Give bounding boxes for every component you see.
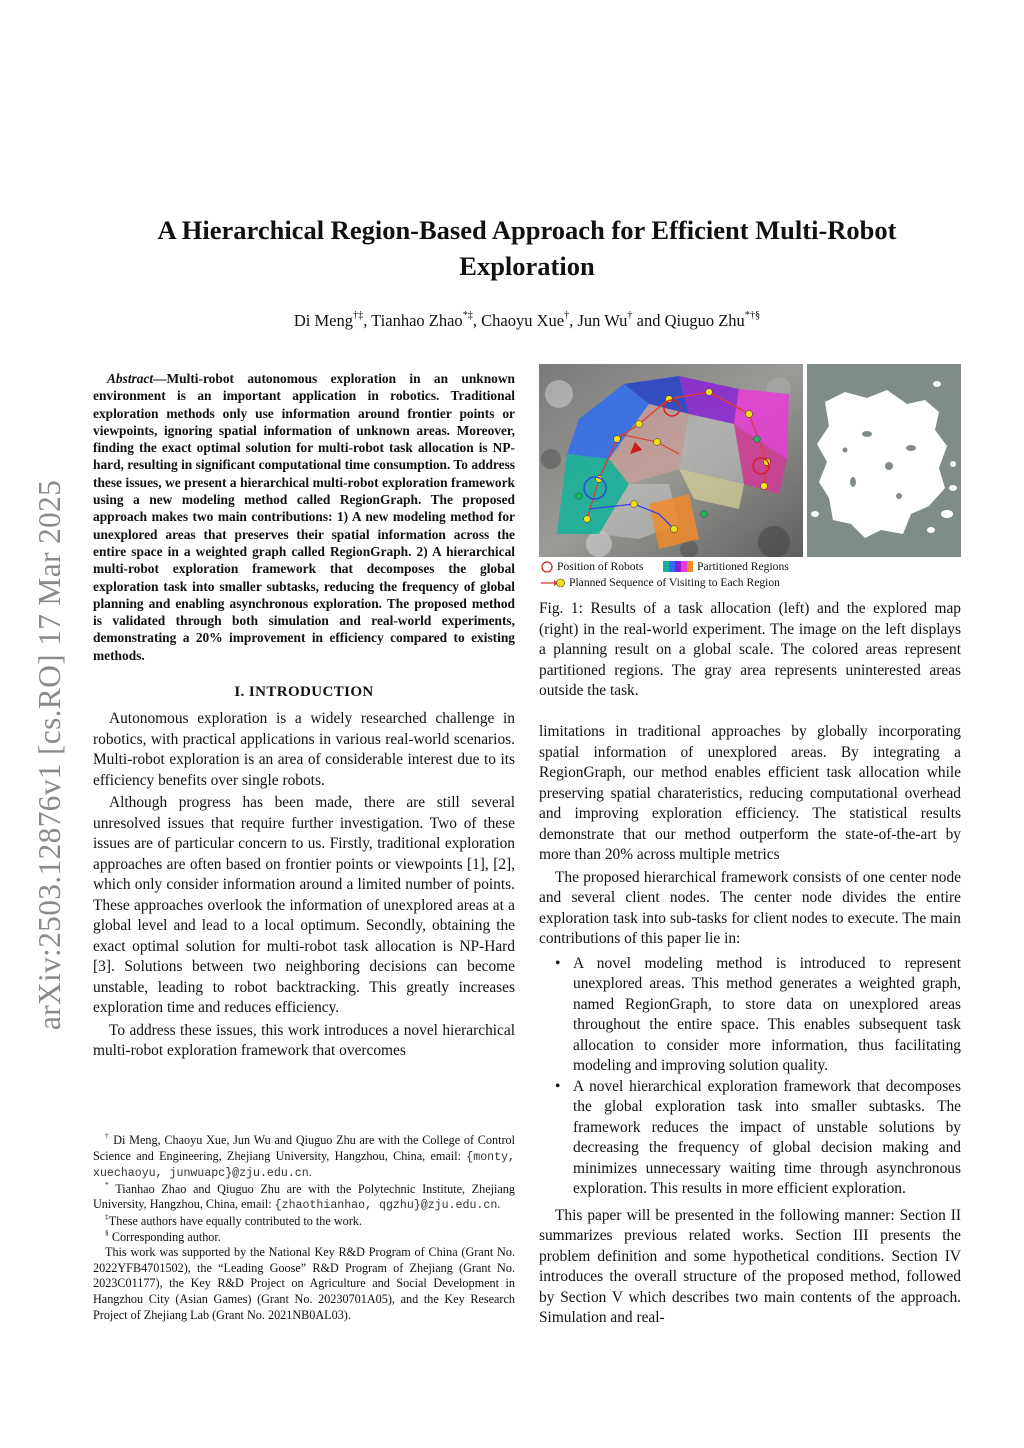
list-item: • A novel hierarchical exploration framework that decomposes the global exploration task into smaller subtasks. The framework reduces the impact of unstable solutions by decreasing the frequency of global decision making and minimizes unnecessary waiting time through asynchronous exploration. This results in more efficient exploration. bbox=[555, 1077, 961, 1197]
figure-legend bbox=[539, 559, 961, 593]
author-4: Jun Wu† bbox=[577, 310, 633, 330]
abstract-text: Multi-robot autonomous exploration in an unknown environment is an important application in robotics. Traditional exploration methods only use information around frontier points or viewpoints, ignoring spatial information of unknown areas. Moreover, finding the exact optimal solution for multi-robot task allocation is NP-hard, resulting in significant computational time consumption. To address these issues, we present a hierarchical multi-robot exploration framework using a new modeling method called RegionGraph. The proposed approach makes two main contributions: 1) A new modeling method for unexplored areas that preserves their spatial information across the entire space in a weighted graph called RegionGraph. 2) A hierarchical multi-robot exploration framework that decomposes the global exploration task into smaller subtasks, reducing the frequency of global planning and enabling asynchronous exploration. The proposed method is validated through both simulation and real-world experiments, demonstrating a 20% improvement in efficiency compared to existing methods. bbox=[93, 371, 515, 663]
footnote-equal-contribution: ‡These authors have equally contributed to the work. bbox=[105, 1212, 362, 1228]
footnote-polytechnic: * Tianhao Zhao and Qiuguo Zhu are with the Polytechnic Institute, Zhejiang University, Hangzhou, China, email: {zhaothianhao, qgzhu}@zju.edu.cn. bbox=[93, 1179, 515, 1213]
section-heading-introduction: I. INTRODUCTION bbox=[234, 684, 374, 701]
figure-images bbox=[539, 364, 961, 557]
color-swatch-icon bbox=[663, 561, 693, 572]
bullet-icon: • bbox=[555, 954, 561, 972]
author-5: Qiuguo Zhu*†§ bbox=[664, 310, 761, 330]
bullet-icon: • bbox=[555, 1077, 561, 1095]
intro-paragraph-1: Autonomous exploration is a widely researched challenge in robotics, with practical applications in various real-world scenarios. Multi-robot exploration is an area of considerable interest due to its efficiency benefits over single robots. bbox=[93, 710, 515, 789]
author-2: Tianhao Zhao*‡ bbox=[371, 310, 473, 330]
right-paragraph-2: The proposed hierarchical framework consists of one center node and several client nodes. The center node divides the entire exploration task into sub-tasks for client nodes to execute. The main contributions of this paper lie in: bbox=[539, 868, 961, 947]
figure-caption: Fig. 1: Results of a task allocation (left) and the explored map (right) in the real-world experiment. The image on the left displays a planning result on a global scale. The colored areas represent partitioned regions. The gray area represents uninterested areas outside the task. bbox=[539, 600, 961, 699]
contributions-list bbox=[539, 954, 961, 1200]
task-allocation-image bbox=[539, 364, 803, 557]
robot-ring-icon bbox=[541, 561, 553, 573]
list-item: • A novel modeling method is introduced to represent unexplored areas. This method generates a weighted graph, named RegionGraph, to store data on unexplored areas throughout the entire space. This enables subsequent task allocation to consider more information, thus facilitating modeling and improving solution quality. bbox=[555, 954, 961, 1074]
author-3: Chaoyu Xue† bbox=[481, 310, 570, 330]
footnote-corresponding: § Corresponding author. bbox=[105, 1227, 221, 1244]
legend-sequence: Planned Sequence of Visiting to Each Region bbox=[541, 576, 780, 589]
arxiv-stamp bbox=[28, 445, 72, 1065]
paper-title: A Hierarchical Region-Based Approach for Efficient Multi-Robot Exploration bbox=[157, 215, 897, 281]
footnote-affiliation: † Di Meng, Chaoyu Xue, Jun Wu and Qiuguo Zhu are with the College of Control Science and Engineering, Zhejiang University, Hangzhou, China, email: {monty, xuechaoyu, junwuapc}@zju.edu.cn. bbox=[93, 1131, 515, 1181]
abstract-lead: Abstract bbox=[107, 371, 154, 386]
author-1: Di Meng†‡ bbox=[293, 310, 364, 330]
footnotes bbox=[93, 1133, 515, 1323]
author-list: Di Meng†‡, Tianhao Zhao*‡, Chaoyu Xue†, Jun Wu† and Qiuguo Zhu*†§ bbox=[293, 310, 761, 330]
right-paragraph-3: This paper will be presented in the following manner: Section II summarizes previous related works. Section III presents the problem definition and some hypothetical conditions. Section IV introduces the overall structure of the proposed method, followed by Section V which describes two main contents of the approach. Simulation and real- bbox=[539, 1206, 961, 1326]
explored-map-image bbox=[807, 364, 961, 557]
right-paragraph-1: limitations in traditional approaches by globally incorporating spatial information of unexplored areas. By integrating a RegionGraph, our method enables efficient task allocation while preserving spatial charateristics, reducing computational overhead and improving exploration efficiency. The statistical results demonstrate that our method outperform the state-of-the-art by more than 20% across multiple metrics bbox=[539, 723, 961, 863]
footnote-funding: This work was supported by the National Key R&D Program of China (Grant No. 2022YFB4701502), the “Leading Goose” R&D Program of Zhejiang (Grant No. 2023C01177), the Key R&D Project on Agriculture and Social Development in Hangzhou City (Asian Games) (Grant No. 20230701A05), and the Key Research Project of Zhejiang Lab (Grant No. 2021NB0AL03). bbox=[93, 1245, 515, 1322]
left-column bbox=[93, 370, 515, 1064]
right-column bbox=[539, 722, 961, 1331]
intro-paragraph-2: Although progress has been made, there are still several unresolved issues that require further investigation. Two of these issues are of particular concern to us. Firstly, traditional exploration approaches are often based on frontier points or viewpoints [1], [2], which only consider information around a limited number of points. These approaches overlook the information of unexplored areas at a global level and lead to a local optimum. Secondly, obtaining the exact optimal solution for multi-robot task allocation is NP-Hard [3]. Solutions between two neighboring decisions can become unstable, leading to robot backtracking. This greatly increases exploration time and reduces efficiency. bbox=[93, 794, 515, 1017]
legend-regions: Partitioned Regions bbox=[663, 560, 789, 573]
legend-robots: Position of Robots bbox=[541, 560, 643, 573]
path-arrow-icon bbox=[541, 577, 565, 589]
intro-paragraph-3: To address these issues, this work introduces a novel hierarchical multi-robot exploration framework that overcomes bbox=[93, 1021, 515, 1060]
abstract: Abstract—Multi-robot autonomous exploration in an unknown environment is an important application in robotics. Traditional exploration methods only use information around frontier points or viewpoints, ignoring spatial information of unknown areas. Moreover, finding the exact optimal solution for multi-robot task allocation is NP-hard, resulting in significant computational time consumption. To address these issues, we present a hierarchical multi-robot exploration framework using a new modeling method called RegionGraph. The proposed approach makes two main contributions: 1) A new modeling method for unexplored areas that preserves their spatial information across the entire space in a weighted graph called RegionGraph. 2) A hierarchical multi-robot exploration framework that decomposes the global exploration task into smaller subtasks, reducing the frequency of global planning and enabling asynchronous exploration. The proposed method is validated through both simulation and real-world experiments, demonstrating a 20% improvement in efficiency compared to existing methods. bbox=[93, 371, 515, 663]
figure-1 bbox=[539, 364, 961, 702]
arxiv-id: arXiv:2503.12876v1 [cs.RO] 17 Mar 2025 bbox=[32, 479, 67, 1031]
